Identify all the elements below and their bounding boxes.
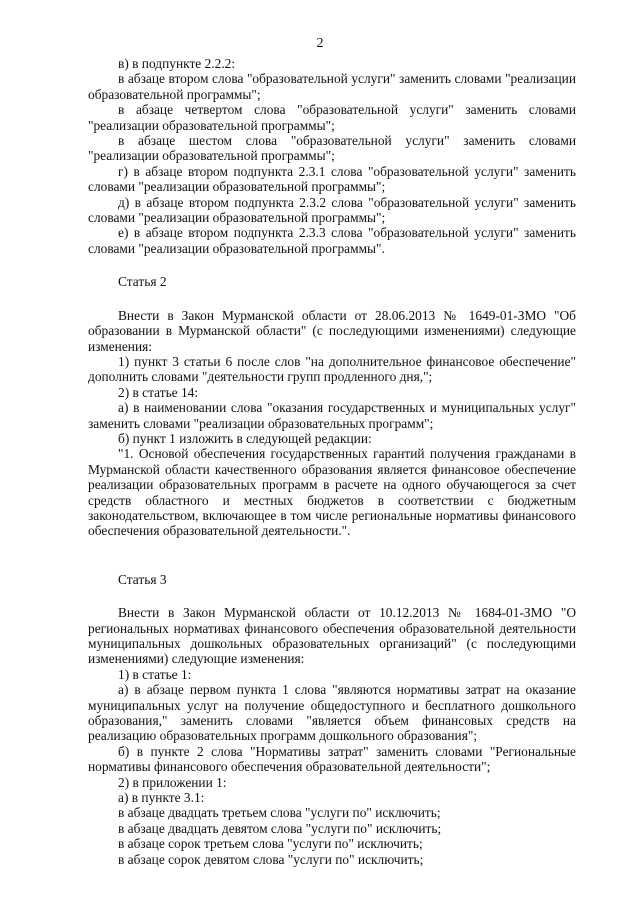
paragraph: б) пункт 1 изложить в следующей редакции: (118, 430, 372, 446)
paragraph: а) в пункте 3.1: (118, 790, 205, 806)
paragraph: 1) в статье 1: (118, 666, 192, 682)
paragraph: "1. Основой обеспечения государственных гарантий получения гражданами в Мурманской области качественного образования является финансовое обеспечение реализации образовательных программ в расчете на одного обучающегося за счет средств областного и местных бюджетов в соответствии с бюджетным законодательством, включающее в том числе региональные нормативы финансового обеспечения образовательной деятельности.". (88, 446, 576, 539)
paragraph: в абзаце шестом слова "образовательной услуги" заменить словами "реализации образовательной программы"; (88, 133, 576, 164)
paragraph: б) в пункте 2 слова "Нормативы затрат" заменить словами "Региональные нормативы финансового обеспечения образовательной деятельности"; (88, 743, 576, 775)
paragraph: в абзаце втором слова "образовательной услуги" заменить словами "реализации образовательной программы"; (88, 71, 576, 102)
paragraph: в) в подпункте 2.2.2: (118, 56, 236, 71)
paragraph: 1) пункт 3 статьи 6 после слов "на дополнительное финансовое обеспечение" дополнить словами "деятельности групп продленного дня,"; (88, 353, 576, 385)
paragraph: а) в наименовании слова "оказания государственных и муниципальных услуг" заменить словами "реализации образовательных программ"; (88, 400, 576, 431)
paragraph: в абзаце сорок девятом слова "услуги по" исключить; (118, 851, 424, 867)
paragraph: Внести в Закон Мурманской области от 28.06.2013 № 1649-01-ЗМО "Об образовании в Мурманской области" (с последующими изменениями) следующие изменения: (88, 307, 576, 354)
paragraph: а) в абзаце первом пункта 1 слова "являются нормативы затрат на оказание муниципальных услуг на получение общедоступного и бесплатного дошкольного образования," заменить словами "является объем финансовых средств на реализацию образовательных программ дошкольного образования"; (88, 682, 576, 744)
paragraph: Внести в Закон Мурманской области от 10.12.2013 № 1684-01-ЗМО "О региональных нормативах финансового обеспечения образовательной деятельности муниципальных дошкольных образовательных организаций" (с последующими изменениями) следующие изменения: (88, 605, 576, 667)
paragraph: в абзаце двадцать третьем слова "услуги по" исключить; (118, 805, 441, 821)
article-2-heading: Статья 2 (118, 274, 167, 290)
paragraph: д) в абзаце втором подпункта 2.3.2 слова "образовательной услуги" заменить словами "реализации образовательной программы"; (88, 194, 576, 226)
paragraph: в абзаце четвертом слова "образовательной услуги" заменить словами "реализации образовательной программы"; (88, 102, 576, 133)
article-3-heading: Статья 3 (118, 571, 167, 587)
document-body (88, 56, 576, 867)
paragraph: 2) в приложении 1: (118, 774, 227, 790)
paragraph: 2) в статье 14: (118, 384, 199, 400)
paragraph: г) в абзаце втором подпункта 2.3.1 слова "образовательной услуги" заменить словами "реализации образовательной программы"; (88, 163, 576, 195)
page-number: 2 (316, 36, 324, 51)
paragraph: в абзаце двадцать девятом слова "услуги по" исключить; (118, 820, 442, 836)
paragraph: е) в абзаце втором подпункта 2.3.3 слова "образовательной услуги" заменить словами "реализации образовательной программы". (88, 225, 576, 256)
paragraph: в абзаце сорок третьем слова "услуги по" исключить; (118, 836, 423, 852)
